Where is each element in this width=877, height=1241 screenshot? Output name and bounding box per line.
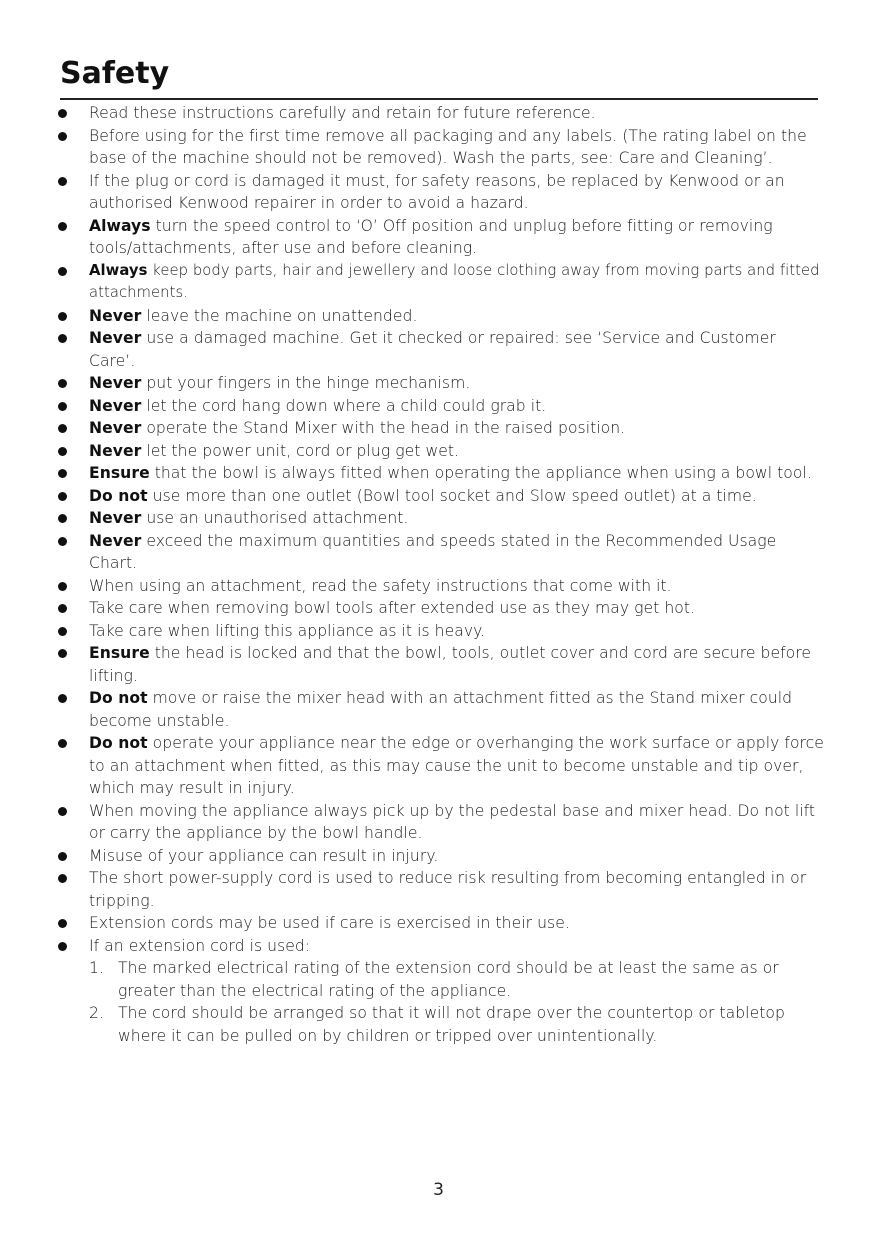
list-item: Take care when removing bowl tools after extended use as they may get hot. [0, 597, 877, 620]
bullet-icon [58, 537, 67, 546]
bullet-icon [58, 267, 67, 276]
safety-list [0, 102, 877, 1047]
bullet-icon [58, 447, 67, 456]
list-item: Never let the cord hang down where a child could grab it. [0, 395, 877, 418]
list-item: Extension cords may be used if care is exercised in their use. [0, 912, 877, 935]
bullet-icon [58, 334, 67, 343]
list-item: When moving the appliance always pick up by the pedestal base and mixer head. Do not lift or carry the appliance by the bowl handle. [0, 800, 877, 845]
bullet-icon [58, 514, 67, 523]
sublist-number: 2. [89, 1004, 104, 1022]
page-title: Safety [60, 56, 170, 91]
list-item: Misuse of your appliance can result in injury. [0, 845, 877, 868]
bullet-icon [58, 469, 67, 478]
bullet-icon [58, 402, 67, 411]
list-item: Do not use more than one outlet (Bowl tool socket and Slow speed outlet) at a time. [0, 485, 877, 508]
bullet-icon [58, 424, 67, 433]
list-item: Ensure that the bowl is always fitted when operating the appliance when using a bowl tool. [0, 462, 877, 485]
list-item: When using an attachment, read the safety instructions that come with it. [0, 575, 877, 598]
list-item: Do not move or raise the mixer head with an attachment fitted as the Stand mixer could become unstable. [0, 687, 877, 732]
bullet-icon [58, 109, 67, 118]
bullet-icon [58, 582, 67, 591]
list-item: Before using for the first time remove all packaging and any labels. (The rating label on the base of the machine should not be removed). Wash the parts, see: Care and Cleaning’. [0, 125, 877, 170]
sublist-number: 1. [89, 959, 104, 977]
list-item: Read these instructions carefully and retain for future reference. [0, 102, 877, 125]
bullet-icon [58, 739, 67, 748]
list-item: Never use an unauthorised attachment. [0, 507, 877, 530]
list-item: Never let the power unit, cord or plug get wet. [0, 440, 877, 463]
sublist-item: 2. The cord should be arranged so that it will not drape over the countertop or tabletop where it can be pulled on by children or tripped over unintentionally. [89, 1004, 785, 1045]
list-item: Never operate the Stand Mixer with the head in the raised position. [0, 417, 877, 440]
bullet-icon [58, 627, 67, 636]
list-item: Never exceed the maximum quantities and speeds stated in the Recommended Usage Chart. [0, 530, 877, 575]
bullet-icon [58, 604, 67, 613]
bullet-icon [58, 312, 67, 321]
list-item: Do not operate your appliance near the edge or overhanging the work surface or apply force to an attachment when fitted, as this may cause the unit to become unstable and tip over, which may result in injury. [0, 732, 877, 800]
bullet-icon [58, 132, 67, 141]
extension-cord-sublist [89, 957, 825, 1047]
list-item: The short power-supply cord is used to reduce risk resulting from becoming entangled in or tripping. [0, 867, 877, 912]
bullet-icon [58, 177, 67, 186]
list-item: Always turn the speed control to ‘O’ Off position and unplug before fitting or removing tools/attachments, after use and before cleaning. [0, 215, 877, 260]
list-item: Never put your fingers in the hinge mechanism. [0, 372, 877, 395]
bullet-icon [58, 874, 67, 883]
bullet-icon [58, 942, 67, 951]
list-item: Ensure the head is locked and that the bowl, tools, outlet cover and cord are secure before lifting. [0, 642, 877, 687]
bullet-icon [58, 694, 67, 703]
bullet-icon [58, 919, 67, 928]
bullet-icon [58, 852, 67, 861]
list-item: Never use a damaged machine. Get it checked or repaired: see ‘Service and Customer Care’. [0, 327, 877, 372]
bullet-icon [58, 807, 67, 816]
bullet-icon [58, 649, 67, 658]
bullet-icon [58, 379, 67, 388]
sublist-item: 1. The marked electrical rating of the extension cord should be at least the same as or greater than the electrical rating of the appliance. [89, 959, 779, 1000]
list-item: If an extension cord is used: 1. The marked electrical rating of the extension cord should be at least the same as or greater than the electrical rating of the appliance. 2. The cord should be arranged so that it will not drape over the countertop or tabletop where it can be pulled on by children or tripped over unintentionally. [0, 935, 877, 1048]
list-item: Never leave the machine on unattended. [0, 305, 877, 328]
bullet-icon [58, 492, 67, 501]
list-item: Always keep body parts, hair and jewellery and loose clothing away from moving parts and fitted attachments. [0, 260, 877, 305]
page-number: 3 [433, 1180, 444, 1200]
list-item: If the plug or cord is damaged it must, for safety reasons, be replaced by Kenwood or an authorised Kenwood repairer in order to avoid a hazard. [0, 170, 877, 215]
title-divider [60, 98, 818, 100]
list-item: Take care when lifting this appliance as it is heavy. [0, 620, 877, 643]
bullet-icon [58, 222, 67, 231]
